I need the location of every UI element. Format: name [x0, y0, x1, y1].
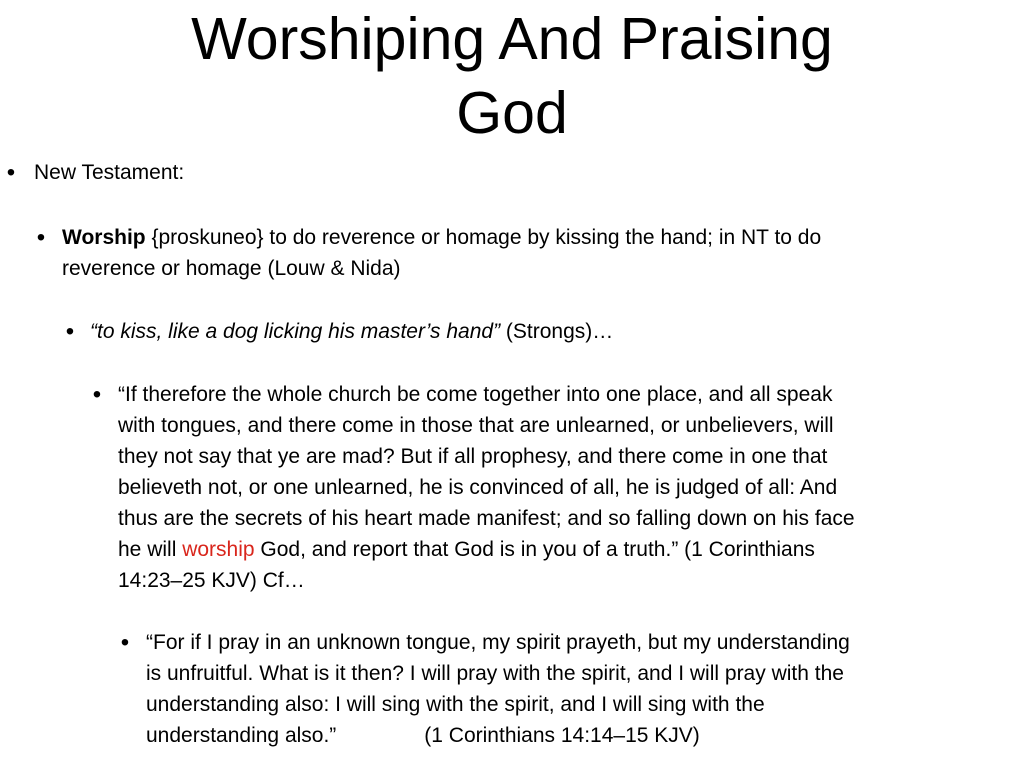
bullet-dot-icon: •	[65, 318, 75, 345]
scripture-reference: (1 Corinthians 14:14–15 KJV)	[424, 724, 700, 747]
scripture-line: “If therefore the whole church be come together into one place, and all speak	[118, 383, 833, 406]
bullet-text	[118, 379, 1022, 596]
scripture-reference: 14:23–25 KJV) Cf…	[118, 569, 305, 592]
scripture-text: understanding also.”	[146, 724, 337, 747]
bullet-dot-icon: •	[6, 159, 16, 186]
bullet-text	[146, 627, 1020, 751]
title-line-1: Worshiping And Praising	[191, 6, 833, 72]
bullet-dot-icon: •	[120, 629, 130, 656]
scripture-text: he will	[118, 538, 183, 561]
scripture-line: is unfruitful. What is it then? I will pray with the spirit, and I will pray with the	[146, 662, 844, 685]
bullet-corinthians-14-23	[0, 379, 1022, 596]
bullet-strongs-quote	[0, 316, 1020, 347]
slide-title	[0, 2, 1024, 150]
scripture-line: believeth not, or one unlearned, he is convinced of all, he is judged of all: And	[118, 476, 838, 499]
scripture-line: with tongues, and there come in those that are unlearned, or unbelievers, will	[118, 414, 834, 437]
definition-line-1	[62, 222, 1020, 253]
bullet-text	[62, 222, 1020, 284]
scripture-line: thus are the secrets of his heart made manifest; and so falling down on his face	[118, 507, 855, 530]
bullet-new-testament	[0, 157, 1020, 188]
definition-line-2: reverence or homage (Louw & Nida)	[62, 257, 401, 280]
term-worship: Worship	[62, 226, 146, 249]
bullet-text: New Testament:	[34, 161, 185, 184]
strongs-quote: “to kiss, like a dog licking his master’s hand”	[90, 320, 501, 343]
bullet-worship-definition	[0, 222, 1020, 284]
scripture-line: “For if I pray in an unknown tongue, my spirit prayeth, but my understanding	[146, 631, 850, 654]
definition-rest: {proskuneo} to do reverence or homage by kissing the hand; in NT to do	[145, 226, 822, 249]
highlighted-word-worship: worship	[182, 538, 255, 561]
scripture-line: understanding also: I will sing with the spirit, and I will sing with the	[146, 693, 765, 716]
title-line-2: God	[456, 80, 568, 146]
strongs-source: (Strongs)…	[500, 320, 614, 343]
scripture-line	[146, 720, 1020, 751]
bullet-dot-icon: •	[36, 224, 46, 251]
scripture-line: they not say that ye are mad? But if all prophesy, and there come in one that	[118, 445, 828, 468]
bullet-corinthians-14-14	[0, 627, 1020, 751]
bullet-dot-icon: •	[92, 381, 102, 408]
scripture-line	[118, 534, 1022, 565]
bullet-text	[90, 316, 1020, 347]
strongs-line	[90, 316, 1020, 347]
scripture-text: God, and report that God is in you of a truth.” (1 Corinthians	[254, 538, 815, 561]
